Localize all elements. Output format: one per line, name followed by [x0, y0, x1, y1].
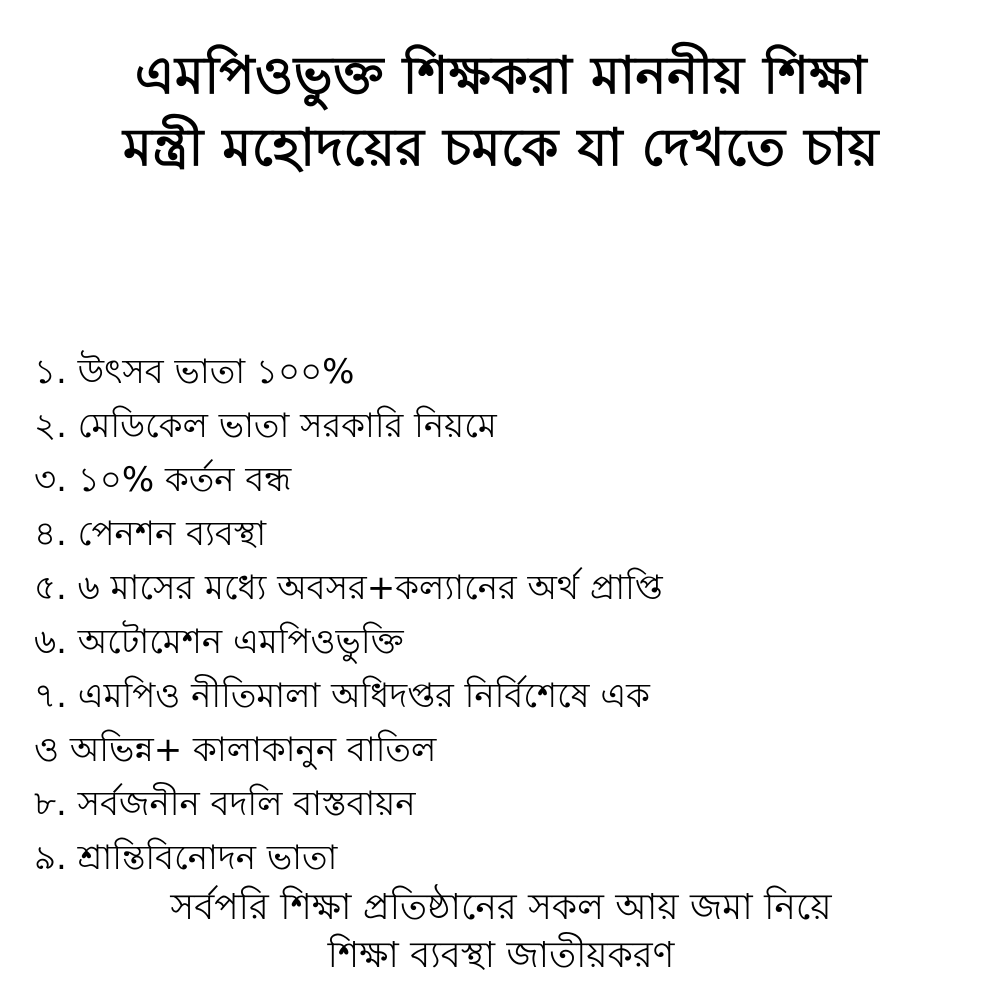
footer-note	[0, 884, 1002, 980]
demand-item-4: ৪. পেনশন ব্যবস্থা	[34, 514, 267, 554]
demand-item-7-continued: ও অভিন্ন+ কালাকানুন বাতিল	[34, 730, 437, 770]
title-line-2: মন্ত্রী মহোদয়ের চমকে যা দেখতে চায়	[123, 118, 879, 178]
footer-line-2: শিক্ষা ব্যবস্থা জাতীয়করণ	[327, 935, 675, 976]
title-line-1: এমপিওভুক্ত শিক্ষকরা মাননীয় শিক্ষা	[134, 46, 868, 106]
demand-item-8: ৮. সর্বজনীন বদলি বাস্তবায়ন	[34, 784, 416, 824]
demand-item-7: ৭. এমপিও নীতিমালা অধিদপ্তর নির্বিশেষে এক	[34, 676, 650, 716]
demand-item-3: ৩. ১০% কর্তন বন্ধ	[34, 460, 292, 500]
footer-line-1: সর্বপরি শিক্ষা প্রতিষ্ঠানের সকল আয় জমা নিয়ে	[170, 887, 832, 928]
demand-item-9: ৯. শ্রান্তিবিনোদন ভাতা	[34, 838, 338, 878]
demand-item-2: ২. মেডিকেল ভাতা সরকারি নিয়মে	[34, 406, 497, 446]
demand-item-6: ৬. অটোমেশন এমপিওভুক্তি	[34, 622, 404, 662]
demand-item-5: ৫. ৬ মাসের মধ্যে অবসর+কল্যানের অর্থ প্রাপ্তি	[34, 568, 663, 608]
demand-list	[34, 345, 974, 885]
demand-item-1: ১. উৎসব ভাতা ১০০%	[34, 352, 355, 392]
page-title	[0, 40, 1002, 184]
